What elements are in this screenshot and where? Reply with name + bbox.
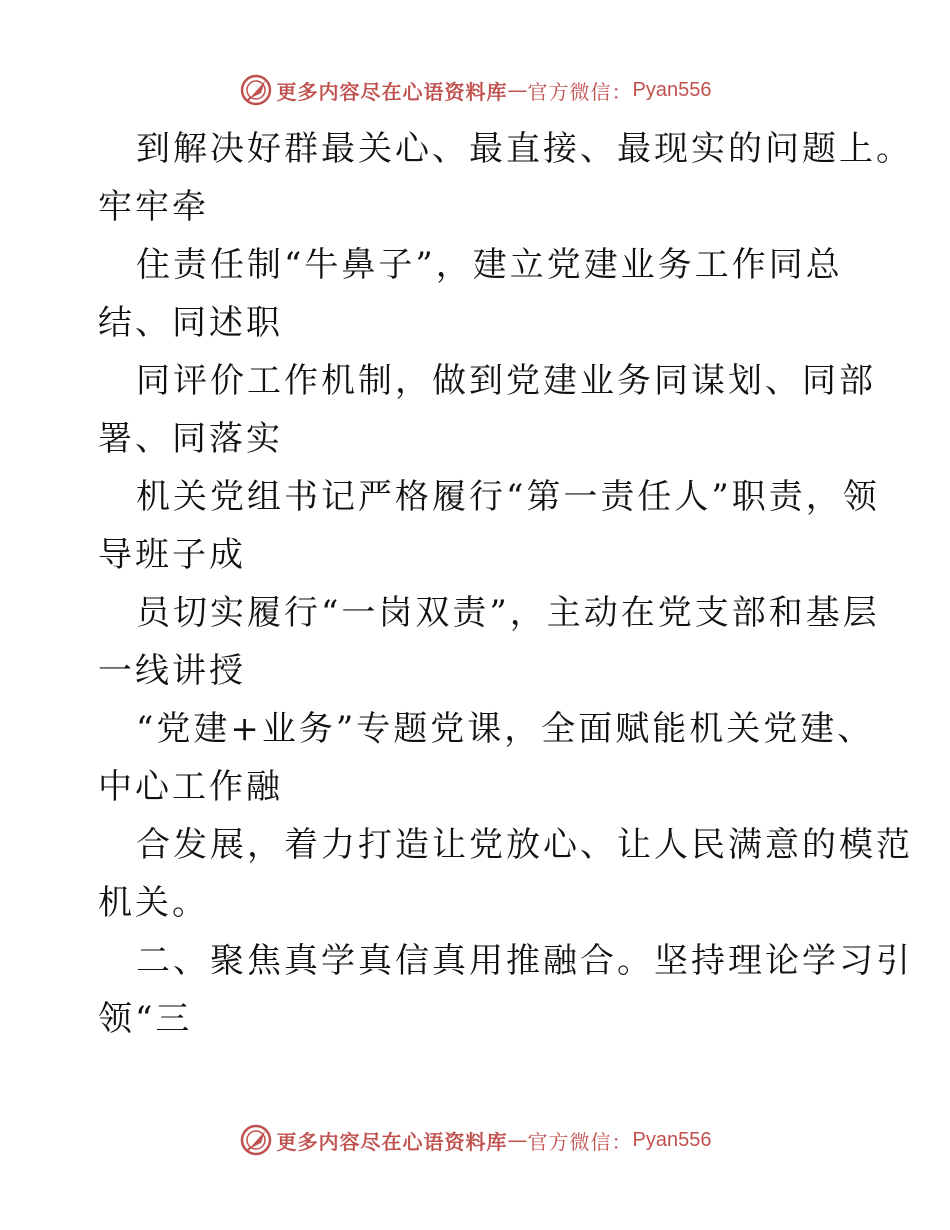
watermark-brand: 更多内容尽在心语资料库	[276, 1129, 508, 1154]
text-line: 中心工作融	[98, 767, 283, 807]
watermark-contact-label: 官方微信：	[527, 79, 633, 104]
watermark-contact-label: 官方微信：	[527, 1129, 633, 1154]
watermark-separator: —	[507, 78, 528, 102]
text-line: 领“三	[98, 999, 193, 1039]
text-line: “党建+业务”专题党课，全面赋能机关党建、	[136, 709, 875, 749]
text-line: 二、聚焦真学真信真用推融合。坚持理论学习引	[136, 941, 913, 981]
text-line: 机关党组书记严格履行“第一责任人”职责，领	[136, 477, 880, 517]
watermark-brand: 更多内容尽在心语资料库	[276, 79, 508, 104]
watermark-wechat-id: Pyan556	[632, 1128, 712, 1151]
text-line: 牢牢牵	[98, 187, 209, 227]
text-line: 结、同述职	[98, 303, 283, 343]
quill-logo-icon	[239, 1123, 273, 1157]
text-line: 一线讲授	[98, 651, 246, 691]
text-line: 机关。	[98, 883, 209, 923]
watermark-separator: —	[507, 1128, 528, 1152]
body-text	[98, 120, 913, 1048]
header-watermark	[0, 70, 950, 110]
text-line: 合发展，着力打造让党放心、让人民满意的模范	[136, 825, 913, 865]
text-line: 到解决好群最关心、最直接、最现实的问题上。	[136, 129, 913, 169]
text-line: 员切实履行“一岗双责”，主动在党支部和基层	[136, 593, 880, 633]
quill-logo-icon	[239, 73, 273, 107]
text-line: 署、同落实	[98, 419, 283, 459]
text-line: 同评价工作机制，做到党建业务同谋划、同部	[136, 361, 876, 401]
footer-watermark	[0, 1120, 950, 1160]
text-line: 住责任制“牛鼻子”，建立党建业务工作同总	[136, 245, 843, 285]
watermark-wechat-id: Pyan556	[632, 78, 712, 101]
text-line: 导班子成	[98, 535, 246, 575]
